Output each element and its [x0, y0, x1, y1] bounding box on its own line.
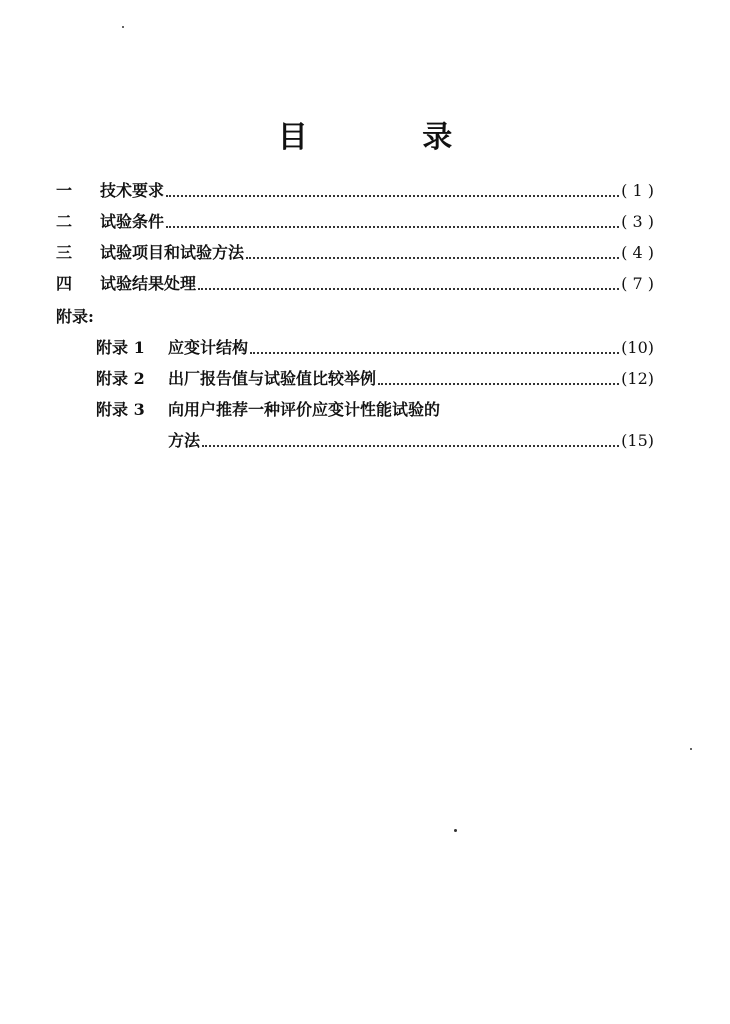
toc-entry — [56, 242, 654, 264]
appendix-tag: 附录 1 — [96, 338, 145, 357]
toc-entry-page: ( 3 ) — [621, 212, 654, 231]
toc-entry-number: 四 — [56, 274, 73, 293]
page-title: 目 录 — [277, 120, 505, 155]
appendix-page: (12) — [621, 369, 654, 388]
appendix-tag: 附录 2 — [96, 369, 145, 388]
dot-leader — [246, 243, 619, 259]
toc-entry-page: ( 7 ) — [621, 274, 654, 293]
appendix-entry-continuation — [168, 430, 654, 452]
scan-speck — [454, 829, 457, 832]
dot-leader — [250, 338, 619, 354]
toc-entry-number: 三 — [56, 243, 73, 262]
toc-entry-label: 试验项目和试验方法 — [100, 243, 245, 262]
appendix-entry — [96, 337, 654, 359]
dot-leader — [166, 181, 619, 197]
appendix-heading-label: 附录: — [56, 307, 94, 326]
toc-entry-label: 试验条件 — [100, 212, 165, 231]
appendix-page: (10) — [621, 338, 654, 357]
toc-entry — [56, 180, 654, 202]
toc-entry-label: 技术要求 — [100, 181, 165, 200]
toc-entry-page: ( 1 ) — [621, 181, 654, 200]
appendix-label: 方法 — [168, 431, 201, 450]
toc-entry-number: 二 — [56, 212, 73, 231]
toc-entry — [56, 211, 654, 233]
appendix-label: 应变计结构 — [168, 338, 249, 357]
toc-entry-page: ( 4 ) — [621, 243, 654, 262]
toc-entry — [56, 273, 654, 295]
appendix-tag: 附录 3 — [96, 400, 145, 419]
dot-leader — [378, 369, 619, 385]
appendix-label: 向用户推荐一种评价应变计性能试验的 — [168, 400, 441, 419]
scan-speck — [122, 26, 124, 28]
dot-leader — [202, 431, 619, 447]
appendix-page: (15) — [621, 431, 654, 450]
appendix-entry — [96, 368, 654, 390]
toc-entry-label: 试验结果处理 — [100, 274, 197, 293]
appendix-entry — [96, 399, 654, 421]
scan-speck — [690, 748, 692, 750]
dot-leader — [166, 212, 619, 228]
appendix-heading — [56, 306, 94, 328]
appendix-label: 出厂报告值与试验值比较举例 — [168, 369, 377, 388]
dot-leader — [198, 274, 619, 290]
toc-entry-number: 一 — [56, 181, 73, 200]
